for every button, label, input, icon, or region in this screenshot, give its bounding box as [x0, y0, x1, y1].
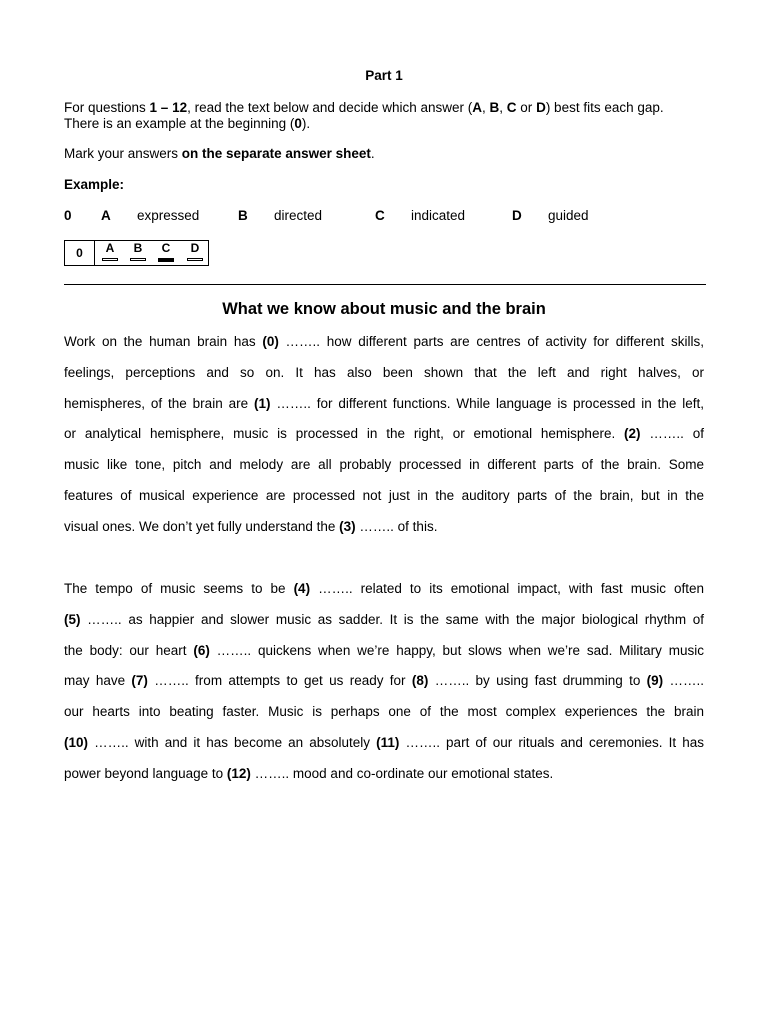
separator: or	[516, 100, 537, 115]
gap-number: (0)	[262, 334, 279, 349]
paragraph-text: our hearts into beating faster. Music is perhaps one of the most complex experiences the brain	[64, 704, 704, 720]
example-answer-grid	[64, 240, 209, 266]
mark-instructions	[64, 146, 704, 161]
paragraph-text: power beyond language to	[64, 765, 227, 781]
paragraph-text: …….. part of our rituals and ceremonies. It has	[399, 734, 704, 750]
paragraph-text: …….. how different parts are centres of activity for different skills,	[278, 334, 704, 349]
mark-text: Mark your answers	[64, 146, 182, 161]
paragraph-text: the body: our heart	[64, 642, 194, 658]
paragraph-text: …….. for different functions. While language is processed in the left,	[270, 395, 704, 411]
paragraph-text: may have	[64, 673, 132, 689]
answer-lozenge	[102, 258, 118, 261]
paragraph-line	[64, 605, 704, 636]
answer-grid-number: 0	[65, 241, 95, 265]
article-paragraph-2	[64, 574, 704, 790]
paragraph-text: …….. as happier and slower music as sadder. It is the same with the major biological rhythm of	[80, 611, 704, 627]
paragraph-line	[64, 450, 704, 481]
paragraph-text: Work on the human brain has	[64, 334, 263, 349]
paragraph-text: ……..	[663, 673, 704, 689]
option-c-letter: C	[375, 208, 385, 223]
mark-text: .	[370, 146, 375, 161]
paragraph-text: visual ones. We don’t yet fully understand the	[64, 518, 340, 534]
answer-grid-option-a	[100, 241, 120, 261]
option-c-word: indicated	[411, 208, 466, 223]
answer-grid-letter: A	[105, 241, 115, 255]
paragraph-line	[64, 512, 704, 543]
separator: ,	[499, 100, 507, 115]
paragraph-line	[64, 574, 704, 605]
instructions-text: There is an example at the beginning (	[64, 116, 295, 131]
option-a-word: expressed	[137, 208, 200, 223]
example-number: 0	[64, 208, 72, 223]
paragraph-text: features of musical experience are processed not just in the auditory parts of the brain, but in the	[64, 487, 704, 503]
gap-number: (5)	[64, 611, 81, 627]
option-d-letter: D	[512, 208, 522, 223]
paragraph-text: …….. by using fast drumming to	[428, 673, 647, 689]
paragraph-line	[64, 358, 704, 389]
paragraph-line	[64, 666, 704, 697]
paragraph-line	[64, 728, 704, 759]
example-number: 0	[294, 116, 302, 131]
paragraph-text: …….. mood and co-ordinate our emotional states.	[250, 765, 554, 781]
question-range: 1 – 12	[149, 100, 188, 115]
gap-number: (12)	[226, 765, 251, 781]
option-b-word: directed	[274, 208, 323, 223]
paragraph-line	[64, 697, 704, 728]
paragraph-line	[64, 389, 704, 420]
instructions-text: , read the text below and decide which answer (	[187, 100, 473, 115]
gap-number: (4)	[293, 581, 311, 596]
article-title: What we know about music and the brain	[222, 300, 546, 318]
paragraph-text: …….. of this.	[355, 518, 438, 534]
article-paragraph-1	[64, 327, 704, 543]
paragraph-line	[64, 759, 704, 790]
mark-emphasis: on the separate answer sheet	[181, 146, 371, 161]
separator: ,	[482, 100, 490, 115]
paragraph-text: …….. quickens when we’re happy, but slows when we’re sad. Military music	[209, 642, 704, 658]
answer-lozenge	[187, 258, 203, 261]
option-d-word: guided	[548, 208, 589, 223]
option-letter: B	[489, 100, 500, 115]
gap-number: (11)	[376, 734, 400, 750]
paragraph-text: or analytical hemisphere, music is processed in the right, or emotional hemisphere.	[64, 426, 625, 442]
paragraph-line	[64, 419, 704, 450]
answer-grid-option-d	[185, 241, 205, 261]
gap-number: (3)	[339, 518, 356, 534]
paragraph-text: …….. with and it has become an absolutely	[88, 734, 377, 750]
example-label: Example:	[64, 177, 125, 192]
answer-grid-letter: C	[161, 241, 171, 255]
divider	[64, 284, 706, 285]
paragraph-line	[64, 636, 704, 667]
answer-grid-letter: B	[133, 241, 143, 255]
gap-number: (2)	[624, 426, 641, 442]
paragraph-line	[64, 481, 704, 512]
paragraph-text: hemispheres, of the brain are	[64, 395, 254, 411]
instructions	[64, 100, 704, 132]
paragraph-text: …….. related to its emotional impact, with fast music often	[310, 581, 705, 596]
option-letter: D	[536, 100, 546, 115]
answer-lozenge	[130, 258, 146, 261]
paragraph-text: music like tone, pitch and melody are all probably processed in different parts of the brain. Some	[64, 457, 704, 473]
paragraph-text: …….. of	[640, 426, 704, 442]
part-title: Part 1	[365, 68, 403, 83]
instructions-text: For questions	[64, 100, 150, 115]
paragraph-text: …….. from attempts to get us ready for	[147, 673, 412, 689]
gap-number: (1)	[253, 395, 271, 411]
gap-number: (9)	[646, 673, 664, 689]
answer-lozenge-selected	[158, 258, 174, 262]
paragraph-text: The tempo of music seems to be	[64, 581, 294, 596]
answer-grid-option-c	[156, 241, 176, 262]
option-letter: C	[506, 100, 517, 115]
paragraph-text: feelings, perceptions and so on. It has also been shown that the left and right halves, or	[64, 364, 704, 380]
paragraph-line	[64, 327, 704, 358]
example-options	[64, 208, 704, 226]
gap-number: (10)	[64, 734, 89, 750]
gap-number: (8)	[411, 673, 429, 689]
option-a-letter: A	[101, 208, 111, 223]
option-b-letter: B	[238, 208, 248, 223]
answer-grid-option-b	[128, 241, 148, 261]
instructions-text: ).	[301, 116, 311, 131]
gap-number: (6)	[193, 642, 210, 658]
gap-number: (7)	[131, 673, 148, 689]
option-letter: A	[472, 100, 483, 115]
instructions-text: ) best fits each gap.	[545, 100, 664, 115]
answer-grid-letter: D	[190, 241, 200, 255]
